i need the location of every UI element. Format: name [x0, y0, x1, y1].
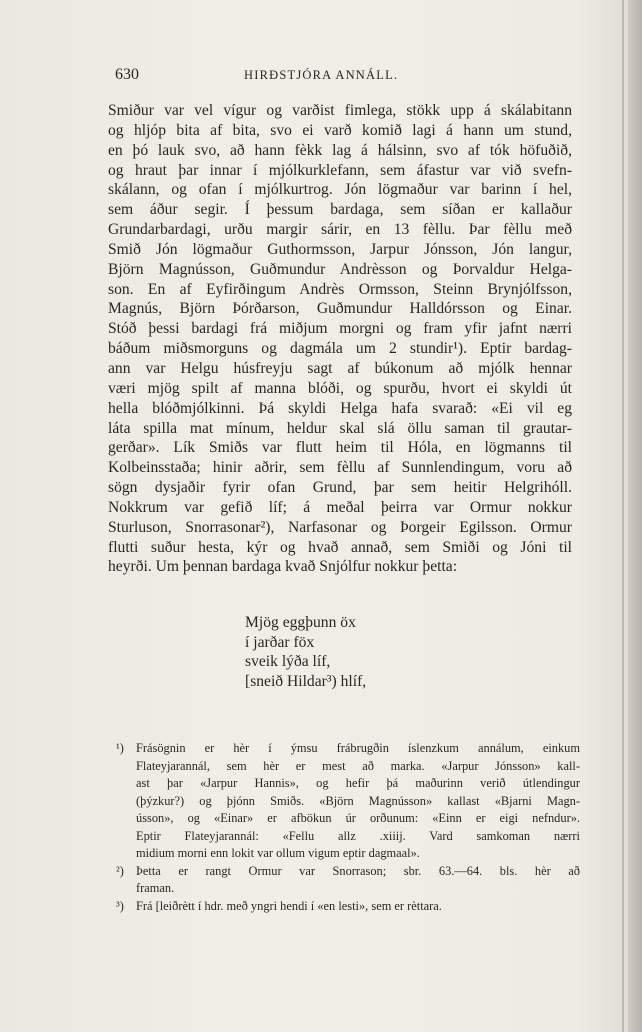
page-header — [112, 66, 572, 86]
footnote — [116, 740, 580, 863]
text-line: og hljóp bita af bita, svo ei varð komið lagi á hann um stund, — [108, 121, 572, 139]
footnote-line: midium morni enn lokit var ollum vigum eptir dagmaal». — [136, 846, 420, 860]
verse-block — [245, 613, 366, 691]
footnote-line: (þýzkur?) og þjónn Smiðs. «Björn Magnússon» kallast «Bjarni Magn- — [136, 793, 580, 808]
footnote — [116, 898, 580, 916]
footnote — [116, 863, 580, 898]
verse-line: [sneið Hildar³) hlíf, — [245, 672, 367, 690]
page-edge-shadow — [628, 0, 642, 1032]
footnote-line: Frá [leiðrètt í hdr. með yngri hendi í «en lesti», sem er rèttara. — [136, 898, 442, 913]
text-line: Nokkrum var gefið líf; á meðal þeirra var Ormur nokkur — [108, 498, 572, 516]
page-number: 630 — [115, 66, 139, 83]
verse-line: í jarðar föx — [245, 633, 315, 651]
text-line: Magnús, Björn Þórðarson, Guðmundur Halldórsson og Einar. — [108, 300, 572, 318]
text-line: heyrði. Um þennan bardaga kvað Snjólfur nokkur þetta: — [108, 558, 458, 576]
footnote-line: ússon», og «Einar» er afbökun úr orðunum: «Einn er eigi nefndur». — [136, 811, 580, 825]
text-line: og hraut þar innar í mjólkurklefann, sem áfastur var við svefn- — [108, 161, 572, 179]
text-line: Kolbeinsstaða; hinir aðrir, sem fèllu af Sunnlendingum, voru að — [108, 459, 572, 477]
text-line: báðum miðsmorguns og dagmála um 2 stundir¹). Eptir bardag- — [108, 340, 572, 358]
text-line: skálann, og ofan í mjólkurtrog. Jón lögmaður var barinn í hel, — [108, 181, 572, 199]
verse-line: Mjög eggþunn öx — [245, 614, 356, 631]
footnote-line: Þetta er rangt Ormur var Snorrason; sbr. 63.—64. bls. hèr að — [136, 863, 580, 878]
text-line: sem áður segir. Í þessum bardaga, sem síðan er kallaður — [108, 201, 572, 219]
text-line: Björn Magnússon, Guðmundur Andrèsson og Þorvaldur Helga- — [108, 260, 572, 278]
text-line: gerðar». Lík Smiðs var flutt heim til Hóla, en lögmanns til — [108, 439, 572, 457]
footnote-marker: ¹) — [116, 741, 124, 755]
text-line: láta spilla mat mínum, heldur skal slá öllu saman til grautar- — [108, 419, 572, 437]
text-line: flutti suður hesta, kýr og hvað annað, sem Smiði og Jóni til — [108, 538, 572, 556]
footnote-marker: ³) — [116, 898, 124, 913]
footnotes — [116, 740, 580, 915]
text-line: hella blóðmjólkinni. Þá skyldi Helga hafa svarað: «Ei vil eg — [108, 399, 572, 417]
footnote-line: framan. — [136, 881, 175, 895]
text-line: Sturluson, Snorrasonar²), Narfasonar og Þorgeir Egilsson. Ormur — [108, 518, 572, 536]
main-text — [108, 101, 572, 577]
footnote-marker: ²) — [116, 863, 124, 878]
running-title: HIRÐSTJÓRA ANNÁLL. — [244, 68, 399, 82]
footnote-line: Flateyjarannál, sem hèr er mest að marka. «Jarpur Jónsson» kall- — [136, 758, 580, 773]
text-line: sögn dysjaðir fyrir ofan Grund, þar sem heitir Helgrihóll. — [108, 479, 572, 497]
footnote-line: Frásögnin er hèr í ýmsu frábrugðin íslenzkum annálum, einkum — [136, 741, 580, 755]
text-line: Smiður var vel vígur og varðist fimlega, stökk upp á skálabitann — [108, 102, 572, 119]
text-line: son. En af Eyfirðingum Andrès Ormsson, Steinn Brynjólfsson, — [108, 280, 572, 298]
text-line: en þó lauk svo, að hann fèkk lag á hálsinn, svo af tók höfuðið, — [108, 141, 572, 159]
page-fold-line — [622, 0, 624, 1032]
text-line: ann var Helgu húsfreyju sagt af búkonum að mjólk hennar — [108, 359, 572, 377]
footnote-line: Eptir Flateyjarannál: «Fellu allz .xiiij. Vard samkoman nærri — [136, 828, 580, 843]
text-line: Stóð þessi bardagi frá miðjum morgni og fram yfir jafnt nærri — [108, 320, 572, 338]
text-line: væri mjög spilt af manna blóði, og spurðu, hvort ei skyldi út — [108, 379, 572, 397]
verse-line: sveik lýða líf, — [245, 653, 331, 670]
footnote-line: ast þar «Jarpur Hannis», og hefir þá maðurinn verið útlendingur — [136, 776, 580, 790]
text-line: Smið Jón lögmaður Guthormsson, Jarpur Jónsson, Jón langur, — [108, 240, 572, 258]
text-line: Grundarbardagi, urðu margir sárir, en 13 fèllu. Þar fèllu með — [108, 221, 572, 239]
